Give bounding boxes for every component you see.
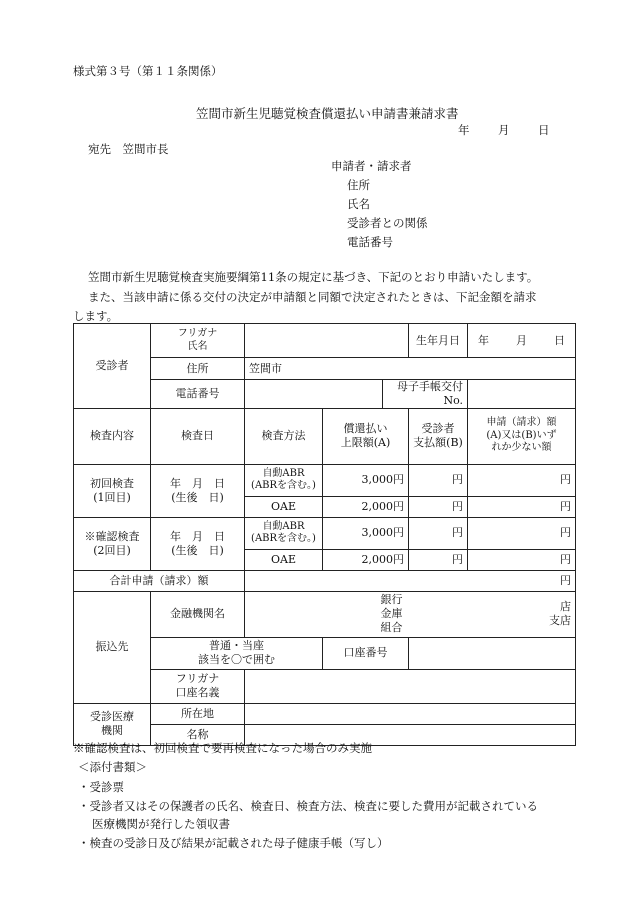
- initial-oae-claim-field[interactable]: 円: [468, 496, 576, 517]
- bank-type-kumiai: 組合: [380, 620, 403, 634]
- attachment-2-line1: ・受診者又はその保護者の氏名、検査日、検査方法、検査に要した費用が記載されている: [78, 799, 538, 813]
- initial-exam-date-field[interactable]: [151, 464, 245, 517]
- initial-abr-limit: 3,000円: [323, 464, 409, 496]
- intro-line-3: します。: [73, 309, 119, 323]
- account-type-options: 普通・当座: [209, 639, 264, 653]
- initial-oae-paid-field[interactable]: 円: [409, 496, 468, 517]
- clinic-section-line1: 受診医療: [90, 710, 134, 724]
- branch-name-field[interactable]: [409, 591, 576, 637]
- claim-header-line2: (A)又は(B)いず: [486, 429, 557, 441]
- bank-section-label: 振込先: [74, 591, 151, 703]
- exam-method-header: 検査方法: [245, 408, 323, 464]
- total-label: 合計申請（請求）額: [74, 570, 245, 591]
- initial-oae-limit: 2,000円: [323, 496, 409, 517]
- holder-label-cell: [151, 669, 245, 703]
- claim-amount-header: [468, 408, 576, 464]
- bank-institution-label: 金融機関名: [151, 591, 245, 637]
- page-title: 笠間市新生児聴覚検査償還払い申請書兼請求書: [196, 106, 459, 121]
- confirm-abr-method-line1: 自動ABR: [262, 520, 305, 532]
- patient-dob-field[interactable]: [468, 324, 576, 358]
- patient-dob-label: 生年月日: [409, 324, 468, 358]
- confirm-exam-date-field[interactable]: [151, 517, 245, 570]
- patient-phone-label: 電話番号: [151, 380, 245, 409]
- initial-oae-method: OAE: [245, 496, 323, 517]
- confirm-oae-claim-field[interactable]: 円: [468, 549, 576, 570]
- clinic-name-label: 名称: [151, 724, 245, 745]
- bank-name-field[interactable]: [245, 591, 409, 637]
- handbook-number-field[interactable]: [468, 380, 576, 409]
- addressee: 宛先 笠間市長: [88, 142, 169, 156]
- form-number: 様式第３号（第１１条関係）: [73, 64, 223, 78]
- initial-exam-age: (生後 日): [171, 490, 224, 504]
- confirm-exam-name: ※確認検査: [84, 529, 140, 543]
- application-table: [73, 323, 576, 746]
- handbook-number-label: 母子手帳交付No.: [383, 380, 468, 409]
- applicant-address-label: 住所: [347, 178, 370, 192]
- confirm-abr-claim-field[interactable]: 円: [468, 517, 576, 549]
- confirm-abr-method-line2: (ABRを含む。): [251, 533, 316, 544]
- initial-exam-name: 初回検査: [90, 476, 134, 490]
- initial-abr-method-line2: (ABRを含む。): [251, 480, 316, 491]
- initial-abr-paid-field[interactable]: 円: [409, 464, 468, 496]
- patient-section-label: 受診者: [74, 324, 151, 409]
- bank-type-bank: 銀行: [380, 593, 403, 607]
- clinic-location-label: 所在地: [151, 703, 245, 724]
- patient-address-field[interactable]: 笠間市: [245, 358, 576, 380]
- holder-furigana-label: フリガナ: [175, 672, 220, 686]
- account-holder-field[interactable]: [245, 669, 576, 703]
- holder-name-label: 口座名義: [175, 686, 220, 699]
- paid-header-line2: 支払額(B): [413, 436, 463, 449]
- exam-header-row: [74, 408, 576, 464]
- attachments-heading: ＜添付書類＞: [78, 760, 147, 774]
- date-year-label: 年: [458, 123, 470, 137]
- dob-year: 年: [478, 333, 489, 347]
- branch-type-branch: 支店: [549, 614, 571, 627]
- bank-type-shinkin: 金庫: [380, 607, 403, 621]
- confirm-oae-paid-field[interactable]: 円: [409, 549, 468, 570]
- total-field[interactable]: 円: [245, 570, 576, 591]
- applicant-phone-label: 電話番号: [347, 235, 393, 249]
- initial-exam-label: [74, 464, 151, 517]
- attachment-2-line2: 医療機関が発行した領収書: [92, 817, 230, 831]
- reimbursement-limit-header: [323, 408, 409, 464]
- patient-phone-field[interactable]: [245, 380, 383, 409]
- confirm-oae-method: OAE: [245, 549, 323, 570]
- account-type-instruction: 該当を〇で囲む: [198, 653, 275, 666]
- limit-header-line1: 償還払い: [343, 422, 388, 436]
- clinic-location-row: [74, 703, 576, 724]
- initial-abr-claim-field[interactable]: 円: [468, 464, 576, 496]
- account-type-field[interactable]: [151, 637, 323, 669]
- intro-line-2: また、当該申請に係る交付の決定が申請額と同額で決定されたときは、下記金額を請求: [88, 290, 537, 304]
- initial-exam-number: (1回目): [93, 490, 131, 504]
- branch-type-store: 店: [560, 600, 571, 614]
- initial-exam-date: 年 月 日: [170, 476, 225, 490]
- confirm-abr-limit: 3,000円: [323, 517, 409, 549]
- date-day-label: 日: [538, 123, 550, 137]
- claim-header-line3: れか少ない額: [491, 442, 552, 454]
- intro-line-1: 笠間市新生児聴覚検査実施要綱第11条の規定に基づき、下記のとおり申請いたします。: [88, 270, 539, 284]
- total-row: [74, 570, 576, 591]
- confirm-abr-method: [245, 517, 323, 549]
- limit-header-line2: 上限額(A): [340, 436, 391, 449]
- attachment-1: ・受診票: [78, 780, 124, 794]
- confirm-exam-note: ※確認検査は、初回検査で要再検査になった場合のみ実施: [73, 741, 372, 755]
- confirm-exam-date: 年 月 日: [170, 529, 225, 543]
- confirm-abr-paid-field[interactable]: 円: [409, 517, 468, 549]
- date-month-label: 月: [498, 123, 510, 137]
- applicant-relation-label: 受診者との関係: [347, 216, 428, 230]
- attachment-3: ・検査の受診日及び結果が記載された母子健康手帳（写し）: [78, 836, 389, 850]
- exam-date-header: 検査日: [151, 408, 245, 464]
- patient-name-label: 氏名: [187, 340, 208, 352]
- confirm-exam-label: [74, 517, 151, 570]
- patient-address-label: 住所: [151, 358, 245, 380]
- patient-name-row: [74, 324, 576, 358]
- initial-abr-method: [245, 464, 323, 496]
- confirm-exam-age: (生後 日): [171, 543, 224, 557]
- exam-content-header: 検査内容: [74, 408, 151, 464]
- initial-exam-abr-row: [74, 464, 576, 496]
- clinic-location-field[interactable]: [245, 703, 576, 724]
- confirm-exam-number: (2回目): [93, 543, 131, 557]
- applicant-heading: 申請者・請求者: [331, 159, 412, 173]
- patient-furigana-label: フリガナ: [177, 328, 218, 339]
- dob-day: 日: [554, 333, 565, 347]
- account-number-field[interactable]: [409, 637, 576, 669]
- applicant-name-label: 氏名: [347, 197, 370, 211]
- claim-header-line1: 申請（請求）額: [486, 417, 557, 429]
- paid-header-line1: 受診者: [421, 422, 455, 436]
- patient-name-label-cell: [151, 324, 245, 358]
- confirm-exam-abr-row: [74, 517, 576, 549]
- clinic-section-line2: 機関: [101, 724, 123, 737]
- confirm-oae-limit: 2,000円: [323, 549, 409, 570]
- dob-month: 月: [516, 333, 527, 347]
- patient-name-field[interactable]: [245, 324, 409, 358]
- clinic-section-label: [74, 703, 151, 745]
- account-number-label: 口座番号: [323, 637, 409, 669]
- initial-abr-method-line1: 自動ABR: [262, 467, 305, 479]
- bank-institution-row: [74, 591, 576, 637]
- patient-paid-header: [409, 408, 468, 464]
